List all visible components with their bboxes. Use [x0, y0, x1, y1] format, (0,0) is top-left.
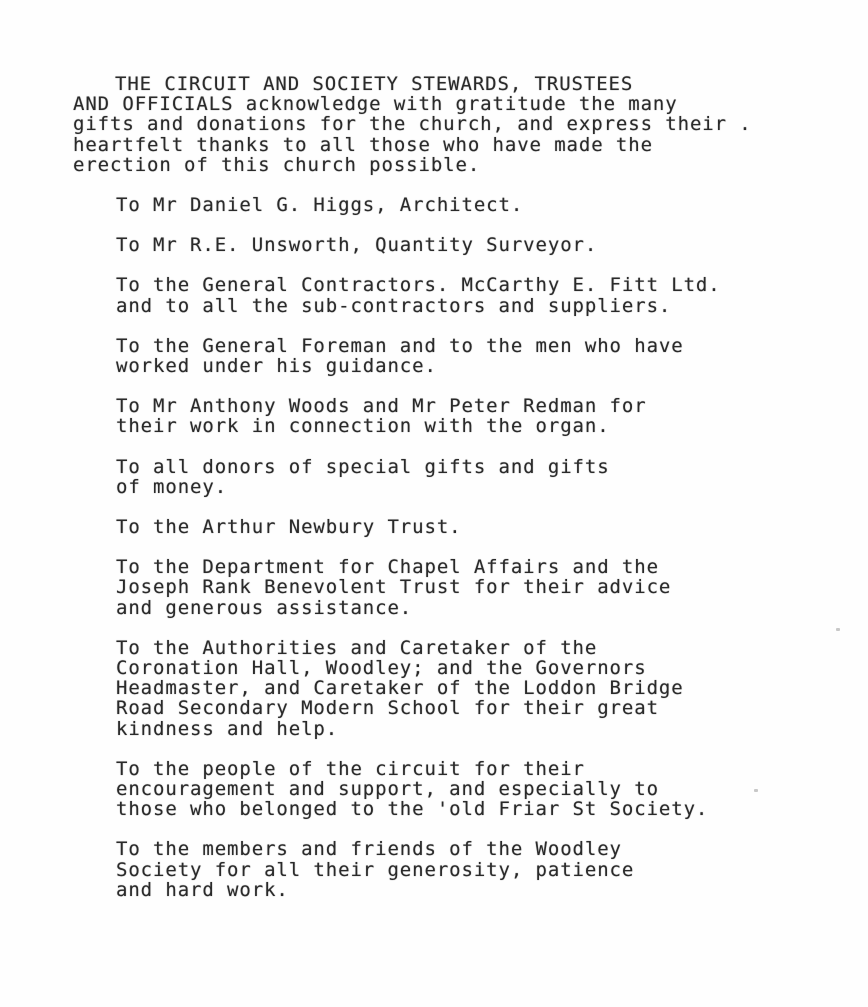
- text-line: THE CIRCUIT AND SOCIETY STEWARDS, TRUSTEES: [115, 73, 634, 95]
- text-line: To Mr R.E. Unsworth, Quantity Surveyor.: [116, 234, 598, 257]
- acknowledgement-chapel-affairs: [116, 557, 868, 618]
- text-line: worked under his guidance.: [116, 355, 437, 378]
- acknowledgement-newbury-trust: [116, 517, 868, 537]
- text-line: and to all the sub-contractors and suppliers.: [116, 294, 672, 317]
- text-line: AND OFFICIALS acknowledge with gratitude the many: [73, 93, 678, 116]
- text-line: To the Arthur Newbury Trust.: [116, 516, 462, 539]
- acknowledgement-general-contractors: [116, 275, 868, 315]
- text-line: To the members and friends of the Woodley: [116, 838, 622, 861]
- intro-paragraph: [73, 74, 868, 175]
- acknowledgement-donors: [116, 457, 868, 497]
- text-line: To the people of the circuit for their: [116, 757, 585, 780]
- text-line: Road Secondary Modern School for their great: [116, 697, 659, 720]
- text-line: Society for all their generosity, patience: [116, 858, 635, 881]
- text-line: heartfelt thanks to all those who have made the: [73, 133, 653, 156]
- text-line: erection of this church possible.: [73, 153, 481, 176]
- text-line: To Mr Daniel G. Higgs, Architect.: [116, 194, 524, 217]
- text-line: To the Department for Chapel Affairs and the: [116, 556, 659, 579]
- text-line: To Mr Anthony Woods and Mr Peter Redman for: [116, 395, 647, 418]
- text-line: To the General Foreman and to the men who have: [116, 334, 684, 357]
- text-line: kindness and help.: [116, 717, 339, 740]
- text-line: gifts and donations for the church, and express their .: [73, 113, 752, 136]
- text-line: of money.: [116, 475, 228, 498]
- acknowledgement-authorities: [116, 638, 868, 739]
- text-line: To the General Contractors. McCarthy E. Fitt Ltd.: [116, 274, 721, 297]
- acknowledgement-woodley-society: [116, 839, 868, 900]
- acknowledgement-organ: [116, 396, 868, 436]
- acknowledgement-general-foreman: [116, 336, 868, 376]
- text-line: encouragement and support, and especially to: [116, 778, 659, 801]
- acknowledgement-quantity-surveyor: [116, 235, 868, 255]
- scan-speck: [754, 789, 758, 792]
- text-line: those who belonged to the 'old Friar St Society.: [116, 798, 709, 821]
- text-line: Joseph Rank Benevolent Trust for their advice: [116, 576, 672, 599]
- text-line: Coronation Hall, Woodley; and the Governors: [116, 657, 647, 680]
- text-line: To all donors of special gifts and gifts: [116, 455, 610, 478]
- text-line: To the Authorities and Caretaker of the: [116, 636, 598, 659]
- text-line: their work in connection with the organ.: [116, 415, 610, 438]
- text-line: and hard work.: [116, 878, 289, 901]
- scan-speck: [836, 628, 840, 631]
- text-line: Headmaster, and Caretaker of the Loddon Bridge: [116, 677, 684, 700]
- acknowledgements-text: [0, 74, 868, 900]
- text-line: and generous assistance.: [116, 596, 413, 619]
- acknowledgement-architect: [116, 195, 868, 215]
